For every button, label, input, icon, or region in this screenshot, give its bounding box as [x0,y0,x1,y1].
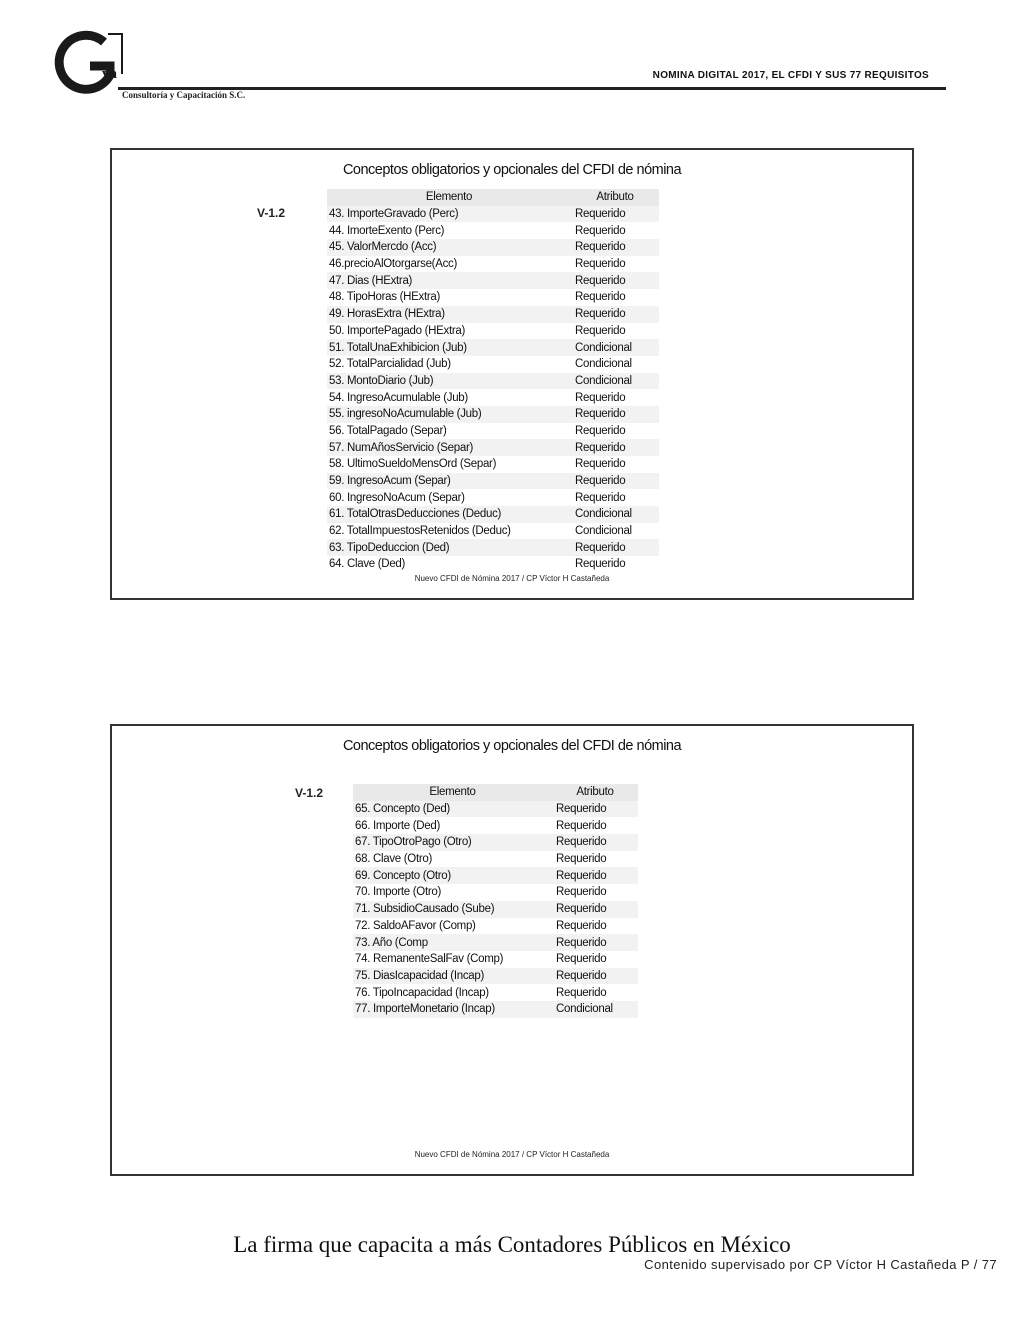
document-header-title: NOMINA DIGITAL 2017, EL CFDI Y SUS 77 REQUISITOS [652,70,929,81]
table-row [353,918,638,935]
table-row [327,439,659,456]
attribute-cell: Requerido [552,817,638,834]
attribute-cell: Requerido [571,389,659,406]
table-row [353,901,638,918]
attribute-cell: Condicional [552,1001,638,1018]
page-tagline: La firma que capacita a más Contadores Públicos en México [233,1232,791,1257]
column-header-element: Elemento [327,189,571,206]
attribute-cell: Condicional [571,523,659,540]
table-row [327,539,659,556]
element-cell: 43. ImporteGravado (Perc) [327,206,571,223]
element-cell: 52. TotalParcialidad (Jub) [327,356,571,373]
element-cell: 51. TotalUnaExhibicion (Jub) [327,339,571,356]
column-header-element: Elemento [353,784,552,801]
attribute-cell: Requerido [552,984,638,1001]
attribute-cell: Requerido [552,884,638,901]
element-cell: 63. TipoDeduccion (Ded) [327,539,571,556]
logo-subtitle: Consultoría y Capacitación S.C. [122,90,246,100]
element-cell: 67. TipoOtroPago (Otro) [353,834,552,851]
version-label: V-1.2 [257,206,286,220]
table-row [353,951,638,968]
attribute-cell: Requerido [552,867,638,884]
attribute-cell: Requerido [571,473,659,490]
column-header-attribute: Atributo [552,784,638,801]
attribute-cell: Condicional [571,339,659,356]
attribute-cell: Condicional [571,373,659,390]
table-row [327,373,659,390]
slide-title: Conceptos obligatorios y opcionales del CFDI de nómina [342,738,682,754]
attribute-cell: Requerido [552,951,638,968]
element-cell: 72. SaldoAFavor (Comp) [353,918,552,935]
attribute-cell: Requerido [571,272,659,289]
element-cell: 59. IngresoAcum (Separ) [327,473,571,490]
element-cell: 76. TipoIncapacidad (Incap) [353,984,552,1001]
table-row [353,851,638,868]
attribute-cell: Requerido [571,556,659,573]
slide-panel-2 [110,724,914,1176]
table-row [353,867,638,884]
table-row [353,884,638,901]
attribute-cell: Requerido [571,489,659,506]
attribute-cell: Requerido [571,239,659,256]
table-row [353,934,638,951]
element-cell: 70. Importe (Otro) [353,884,552,901]
element-cell: 48. TipoHoras (HExtra) [327,289,571,306]
element-cell: 73. Año (Comp [353,934,552,951]
element-cell: 61. TotalOtrasDeducciones (Deduc) [327,506,571,523]
element-cell: 65. Concepto (Ded) [353,801,552,818]
attribute-cell: Requerido [552,801,638,818]
attribute-cell: Requerido [571,539,659,556]
table-row [327,239,659,256]
table-row [353,817,638,834]
element-cell: 46.precioAlOtorgarse(Acc) [327,256,571,273]
attribute-cell: Requerido [552,934,638,951]
element-cell: 54. IngresoAcumulable (Jub) [327,389,571,406]
table-row [327,523,659,540]
slide-footer-credit: Nuevo CFDI de Nómina 2017 / CP Víctor H Castañeda [414,1150,610,1159]
column-header-attribute: Atributo [571,189,659,206]
logo-small-text: va [102,66,117,82]
element-cell: 71. SubsidioCausado (Sube) [353,901,552,918]
attribute-cell: Requerido [552,834,638,851]
element-cell: 58. UltimoSueldoMensOrd (Separ) [327,456,571,473]
attribute-cell: Requerido [552,901,638,918]
attribute-cell: Requerido [571,323,659,340]
header-divider [118,87,946,90]
table-header-row [353,784,638,801]
table-row [327,272,659,289]
table-row [353,968,638,985]
element-cell: 74. RemanenteSalFav (Comp) [353,951,552,968]
element-cell: 57. NumAñosServicio (Separ) [327,439,571,456]
attribute-cell: Requerido [552,918,638,935]
attribute-cell: Requerido [571,206,659,223]
table-row [327,506,659,523]
slide-footer-credit: Nuevo CFDI de Nómina 2017 / CP Víctor H Castañeda [414,574,610,583]
table-header-row [327,189,659,206]
element-cell: 50. ImportePagado (HExtra) [327,323,571,340]
table-row [327,339,659,356]
slide-title: Conceptos obligatorios y opcionales del CFDI de nómina [342,162,682,178]
supervised-by-page-number: Contenido supervisado por CP Víctor H Castañeda P / 77 [644,1257,997,1272]
attribute-cell: Requerido [571,406,659,423]
element-cell: 47. Dias (HExtra) [327,272,571,289]
element-cell: 77. ImporteMonetario (Incap) [353,1001,552,1018]
table-row [327,256,659,273]
attribute-cell: Requerido [571,439,659,456]
attribute-cell: Requerido [571,456,659,473]
element-cell: 62. TotalImpuestosRetenidos (Deduc) [327,523,571,540]
element-cell: 60. IngresoNoAcum (Separ) [327,489,571,506]
concepts-table [327,189,659,573]
table-row [327,406,659,423]
slide-panel-1 [110,148,914,600]
table-row [327,389,659,406]
attribute-cell: Condicional [571,356,659,373]
concepts-table [353,784,638,1018]
element-cell: 45. ValorMercdo (Acc) [327,239,571,256]
element-cell: 64. Clave (Ded) [327,556,571,573]
table-row [327,289,659,306]
element-cell: 53. MontoDiario (Jub) [327,373,571,390]
attribute-cell: Requerido [571,256,659,273]
element-cell: 44. ImorteExento (Perc) [327,222,571,239]
table-row [327,473,659,490]
table-row [327,206,659,223]
attribute-cell: Requerido [552,968,638,985]
table-row [327,306,659,323]
table-row [327,323,659,340]
table-row [353,834,638,851]
attribute-cell: Requerido [552,851,638,868]
element-cell: 55. ingresoNoAcumulable (Jub) [327,406,571,423]
table-row [327,356,659,373]
table-row [327,556,659,573]
table-row [327,456,659,473]
attribute-cell: Requerido [571,222,659,239]
table-row [327,222,659,239]
element-cell: 75. DiasIcapacidad (Incap) [353,968,552,985]
element-cell: 68. Clave (Otro) [353,851,552,868]
version-label: V-1.2 [295,786,324,800]
table-row [353,1001,638,1018]
company-logo [52,30,262,102]
table-row [353,984,638,1001]
attribute-cell: Requerido [571,423,659,440]
table-row [327,423,659,440]
table-row [353,801,638,818]
element-cell: 49. HorasExtra (HExtra) [327,306,571,323]
element-cell: 66. Importe (Ded) [353,817,552,834]
table-row [327,489,659,506]
attribute-cell: Requerido [571,306,659,323]
element-cell: 56. TotalPagado (Separ) [327,423,571,440]
attribute-cell: Condicional [571,506,659,523]
element-cell: 69. Concepto (Otro) [353,867,552,884]
attribute-cell: Requerido [571,289,659,306]
